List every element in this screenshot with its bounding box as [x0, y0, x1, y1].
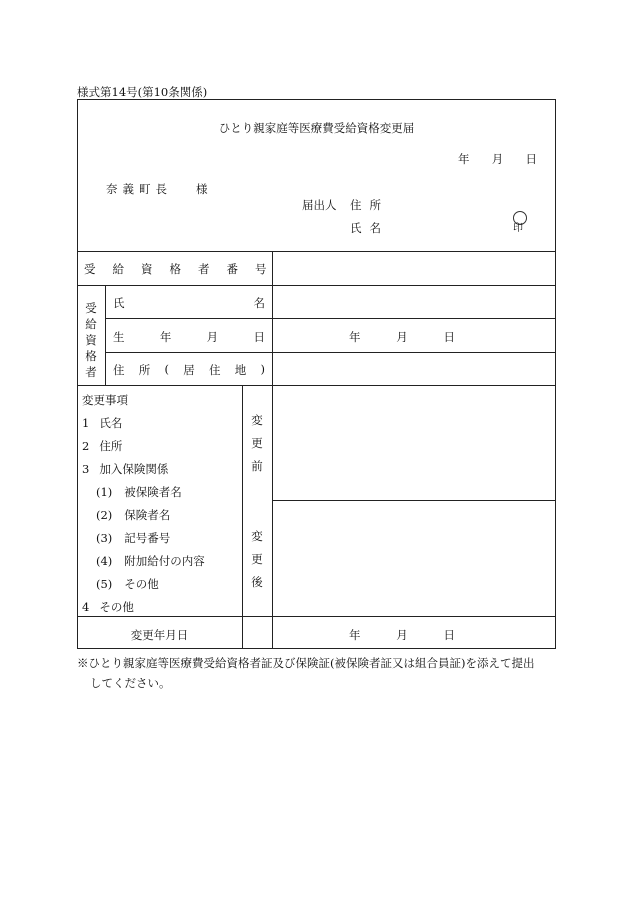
change-month-label: 月 [396, 628, 408, 642]
vline-change-value [272, 385, 273, 649]
vline-recipient-group [105, 285, 106, 385]
line-cert-top [77, 251, 556, 252]
birth-value [349, 329, 455, 345]
seal-label: 印 [513, 223, 523, 234]
birth-day-label: 日 [443, 330, 455, 344]
header-month-label: 月 [491, 152, 504, 166]
notifier-address-label: 住所 [350, 198, 389, 212]
name-label: 氏 名 [113, 296, 265, 310]
change-date-label: 変更年月日 [130, 628, 189, 642]
header-date [458, 151, 537, 167]
address-label: 住 所 ( 居 住 地 ) [113, 362, 265, 377]
change-subitem: (2) 保険者名 [96, 508, 171, 522]
line-name-bottom [105, 318, 556, 319]
vline-change-label [242, 385, 243, 649]
change-day-label: 日 [443, 628, 455, 642]
after-label: 変 更 後 [251, 529, 263, 589]
change-subitem: (4) 附加給付の内容 [96, 554, 205, 568]
change-heading: 変更事項 [82, 393, 128, 407]
line-change-top [77, 385, 556, 386]
header-year-label: 年 [458, 152, 470, 166]
change-item: 4 その他 [82, 600, 134, 614]
line-birth-bottom [105, 352, 556, 353]
line-change-date-top [77, 616, 556, 617]
notifier-name-label: 氏名 [350, 221, 389, 235]
birth-label: 生 年 月 日 [113, 330, 265, 344]
birth-year-label: 年 [349, 330, 361, 344]
footnote-line1: ※ひとり親家庭等医療費受給資格者証及び保険証(被保険者証又は組合員証)を添えて提出 [77, 656, 535, 670]
change-subitem: (5) その他 [96, 577, 159, 591]
change-subitem: (3) 記号番号 [96, 531, 171, 545]
addressee-honorific: 様 [196, 182, 208, 196]
change-item: 1 氏名 [82, 416, 123, 430]
birth-month-label: 月 [396, 330, 408, 344]
form-title: ひとり親家庭等医療費受給資格変更届 [218, 121, 415, 135]
cert-number-label: 受給資格者番号 [84, 262, 284, 276]
notifier-label: 届出人 [302, 198, 337, 212]
header-day-label: 日 [525, 152, 537, 166]
change-item: 3 加入保険関係 [82, 462, 169, 476]
line-recipient-top [77, 285, 556, 286]
recipient-group-label: 受 給 資 格 者 [85, 301, 97, 379]
change-subitem: (1) 被保険者名 [96, 485, 182, 499]
line-before-after [272, 500, 556, 501]
change-year-label: 年 [349, 628, 361, 642]
change-date-value [349, 627, 455, 643]
before-label: 変 更 前 [251, 413, 263, 473]
addressee-name: 奈義町長 [106, 182, 172, 196]
change-item: 2 住所 [82, 439, 123, 453]
form-number: 様式第14号(第10条関係) [77, 85, 208, 99]
footnote-line2: してください。 [90, 676, 171, 690]
